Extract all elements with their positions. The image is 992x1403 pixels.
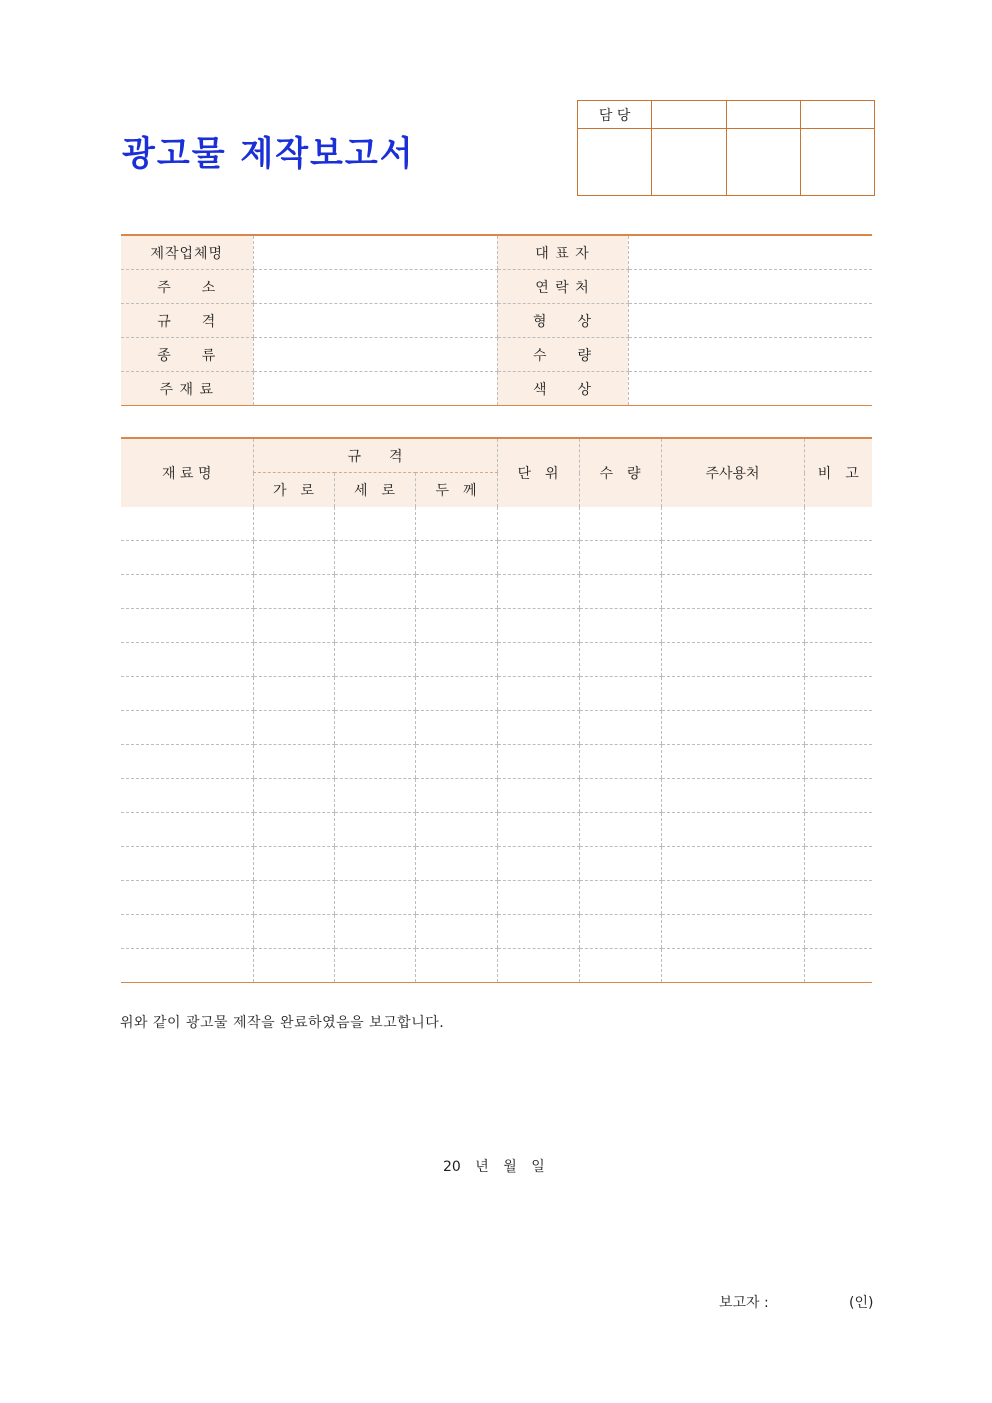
table-cell[interactable] [497,507,579,541]
approval-head-cell [726,101,800,129]
table-cell[interactable] [415,711,497,745]
table-cell[interactable] [804,507,872,541]
approval-box [577,100,875,196]
table-cell[interactable] [497,677,579,711]
table-cell[interactable] [121,779,253,813]
table-cell[interactable] [121,575,253,609]
table-cell[interactable] [804,745,872,779]
table-cell[interactable] [661,609,804,643]
table-cell[interactable] [121,847,253,881]
table-cell[interactable] [497,813,579,847]
table-cell[interactable] [661,677,804,711]
company-info-table [121,234,872,406]
table-cell[interactable] [804,847,872,881]
table-cell[interactable] [579,949,661,983]
spec-field[interactable] [253,304,497,338]
table-cell[interactable] [253,541,334,575]
table-cell[interactable] [804,813,872,847]
table-cell[interactable] [334,813,415,847]
quantity-field[interactable] [628,338,872,372]
table-cell[interactable] [253,507,334,541]
table-cell[interactable] [661,813,804,847]
approval-sign-cell[interactable] [726,129,800,196]
table-row [121,881,872,915]
table-cell[interactable] [579,711,661,745]
representative-field[interactable] [628,235,872,270]
table-row [121,507,872,541]
table-cell[interactable] [334,881,415,915]
seal-label: (인) [849,1295,874,1311]
table-cell[interactable] [579,779,661,813]
table-cell[interactable] [497,745,579,779]
table-cell[interactable] [253,813,334,847]
table-cell[interactable] [579,677,661,711]
table-cell[interactable] [497,609,579,643]
table-cell[interactable] [334,575,415,609]
col-header-unit: 단 위 [497,438,579,507]
approval-label: 담 당 [578,101,652,129]
table-row [121,643,872,677]
document-title: 광고물 제작보고서 [122,134,415,174]
table-cell[interactable] [497,643,579,677]
table-cell[interactable] [415,745,497,779]
table-cell[interactable] [121,541,253,575]
info-row [121,270,872,304]
main-material-field[interactable] [253,372,497,406]
table-cell[interactable] [415,813,497,847]
table-cell[interactable] [804,949,872,983]
table-cell[interactable] [661,847,804,881]
table-cell[interactable] [121,507,253,541]
table-row [121,915,872,949]
col-header-usage: 주사용처 [661,438,804,507]
table-cell[interactable] [415,847,497,881]
table-cell[interactable] [804,643,872,677]
info-label-contact: 연 락 처 [497,270,628,304]
table-cell[interactable] [497,949,579,983]
table-row [121,813,872,847]
table-cell[interactable] [579,813,661,847]
table-row [121,677,872,711]
table-cell[interactable] [334,915,415,949]
table-cell[interactable] [121,915,253,949]
table-cell[interactable] [579,609,661,643]
table-cell[interactable] [253,711,334,745]
table-cell[interactable] [579,575,661,609]
table-cell[interactable] [121,643,253,677]
table-cell[interactable] [253,779,334,813]
table-cell[interactable] [121,609,253,643]
type-field[interactable] [253,338,497,372]
table-cell[interactable] [334,779,415,813]
date-line: 20 년 월 일 [443,1159,545,1175]
info-label-address: 주 소 [121,270,253,304]
approval-head-cell [652,101,726,129]
info-label-quantity: 수 량 [497,338,628,372]
table-cell[interactable] [334,745,415,779]
table-cell[interactable] [121,949,253,983]
info-label-spec: 규 격 [121,304,253,338]
table-cell[interactable] [497,779,579,813]
info-label-shape: 형 상 [497,304,628,338]
info-label-company: 제작업체명 [121,235,253,270]
table-cell[interactable] [661,541,804,575]
approval-sign-cell[interactable] [800,129,874,196]
table-cell[interactable] [253,847,334,881]
table-cell[interactable] [415,779,497,813]
company-name-field[interactable] [253,235,497,270]
color-field[interactable] [628,372,872,406]
table-cell[interactable] [415,575,497,609]
info-label-color: 색 상 [497,372,628,406]
reporter-label: 보고자 : [719,1295,769,1311]
report-statement: 위와 같이 광고물 제작을 완료하였음을 보고합니다. [120,1015,445,1031]
table-cell[interactable] [661,881,804,915]
table-cell[interactable] [334,609,415,643]
table-cell[interactable] [253,745,334,779]
approval-sign-cell[interactable] [652,129,726,196]
table-cell[interactable] [497,915,579,949]
table-cell[interactable] [497,881,579,915]
table-row [121,711,872,745]
info-row [121,338,872,372]
address-field[interactable] [253,270,497,304]
table-cell[interactable] [661,507,804,541]
contact-field[interactable] [628,270,872,304]
info-label-main-material: 주 재 료 [121,372,253,406]
table-cell[interactable] [415,609,497,643]
table-cell[interactable] [661,575,804,609]
table-cell[interactable] [661,779,804,813]
table-cell[interactable] [415,643,497,677]
info-row [121,372,872,406]
table-cell[interactable] [497,541,579,575]
table-row [121,949,872,983]
shape-field[interactable] [628,304,872,338]
table-cell[interactable] [121,711,253,745]
table-cell[interactable] [253,643,334,677]
col-header-note: 비 고 [804,438,872,507]
table-cell[interactable] [253,915,334,949]
info-label-type: 종 류 [121,338,253,372]
col-header-height: 세 로 [334,473,415,508]
table-cell[interactable] [579,643,661,677]
table-cell[interactable] [253,677,334,711]
table-cell[interactable] [804,779,872,813]
table-cell[interactable] [804,915,872,949]
table-row [121,541,872,575]
table-cell[interactable] [804,609,872,643]
table-cell[interactable] [334,643,415,677]
table-cell[interactable] [804,541,872,575]
table-cell[interactable] [661,915,804,949]
table-cell[interactable] [334,847,415,881]
table-cell[interactable] [253,881,334,915]
approval-head-cell [800,101,874,129]
table-cell[interactable] [497,575,579,609]
col-header-width: 가 로 [253,473,334,508]
table-cell[interactable] [661,711,804,745]
table-row [121,745,872,779]
table-cell[interactable] [579,881,661,915]
table-cell[interactable] [415,881,497,915]
table-cell[interactable] [121,881,253,915]
table-cell[interactable] [121,745,253,779]
info-row [121,235,872,270]
approval-sign-cell[interactable] [578,129,652,196]
table-cell[interactable] [804,575,872,609]
table-cell[interactable] [415,541,497,575]
table-cell[interactable] [661,643,804,677]
table-cell[interactable] [804,677,872,711]
table-cell[interactable] [334,541,415,575]
table-cell[interactable] [579,541,661,575]
table-row [121,779,872,813]
col-header-spec: 규 격 [253,438,497,473]
table-cell[interactable] [661,745,804,779]
table-cell[interactable] [253,609,334,643]
table-row [121,847,872,881]
table-cell[interactable] [415,677,497,711]
col-header-quantity: 수 량 [579,438,661,507]
table-cell[interactable] [253,949,334,983]
materials-table [121,437,872,983]
col-header-thickness: 두 께 [415,473,497,508]
table-cell[interactable] [415,949,497,983]
table-cell[interactable] [121,677,253,711]
table-cell[interactable] [253,575,334,609]
info-row [121,304,872,338]
table-cell[interactable] [334,949,415,983]
table-cell[interactable] [334,507,415,541]
table-row [121,575,872,609]
table-cell[interactable] [121,813,253,847]
table-cell[interactable] [579,507,661,541]
table-cell[interactable] [579,847,661,881]
table-cell[interactable] [579,915,661,949]
table-cell[interactable] [334,677,415,711]
table-row [121,609,872,643]
table-cell[interactable] [415,507,497,541]
col-header-material-name: 재 료 명 [121,438,253,507]
table-cell[interactable] [804,881,872,915]
table-cell[interactable] [415,915,497,949]
info-label-representative: 대 표 자 [497,235,628,270]
table-cell[interactable] [497,847,579,881]
table-cell[interactable] [804,711,872,745]
materials-table-body [121,507,872,983]
table-cell[interactable] [661,949,804,983]
table-cell[interactable] [579,745,661,779]
table-cell[interactable] [334,711,415,745]
table-cell[interactable] [497,711,579,745]
